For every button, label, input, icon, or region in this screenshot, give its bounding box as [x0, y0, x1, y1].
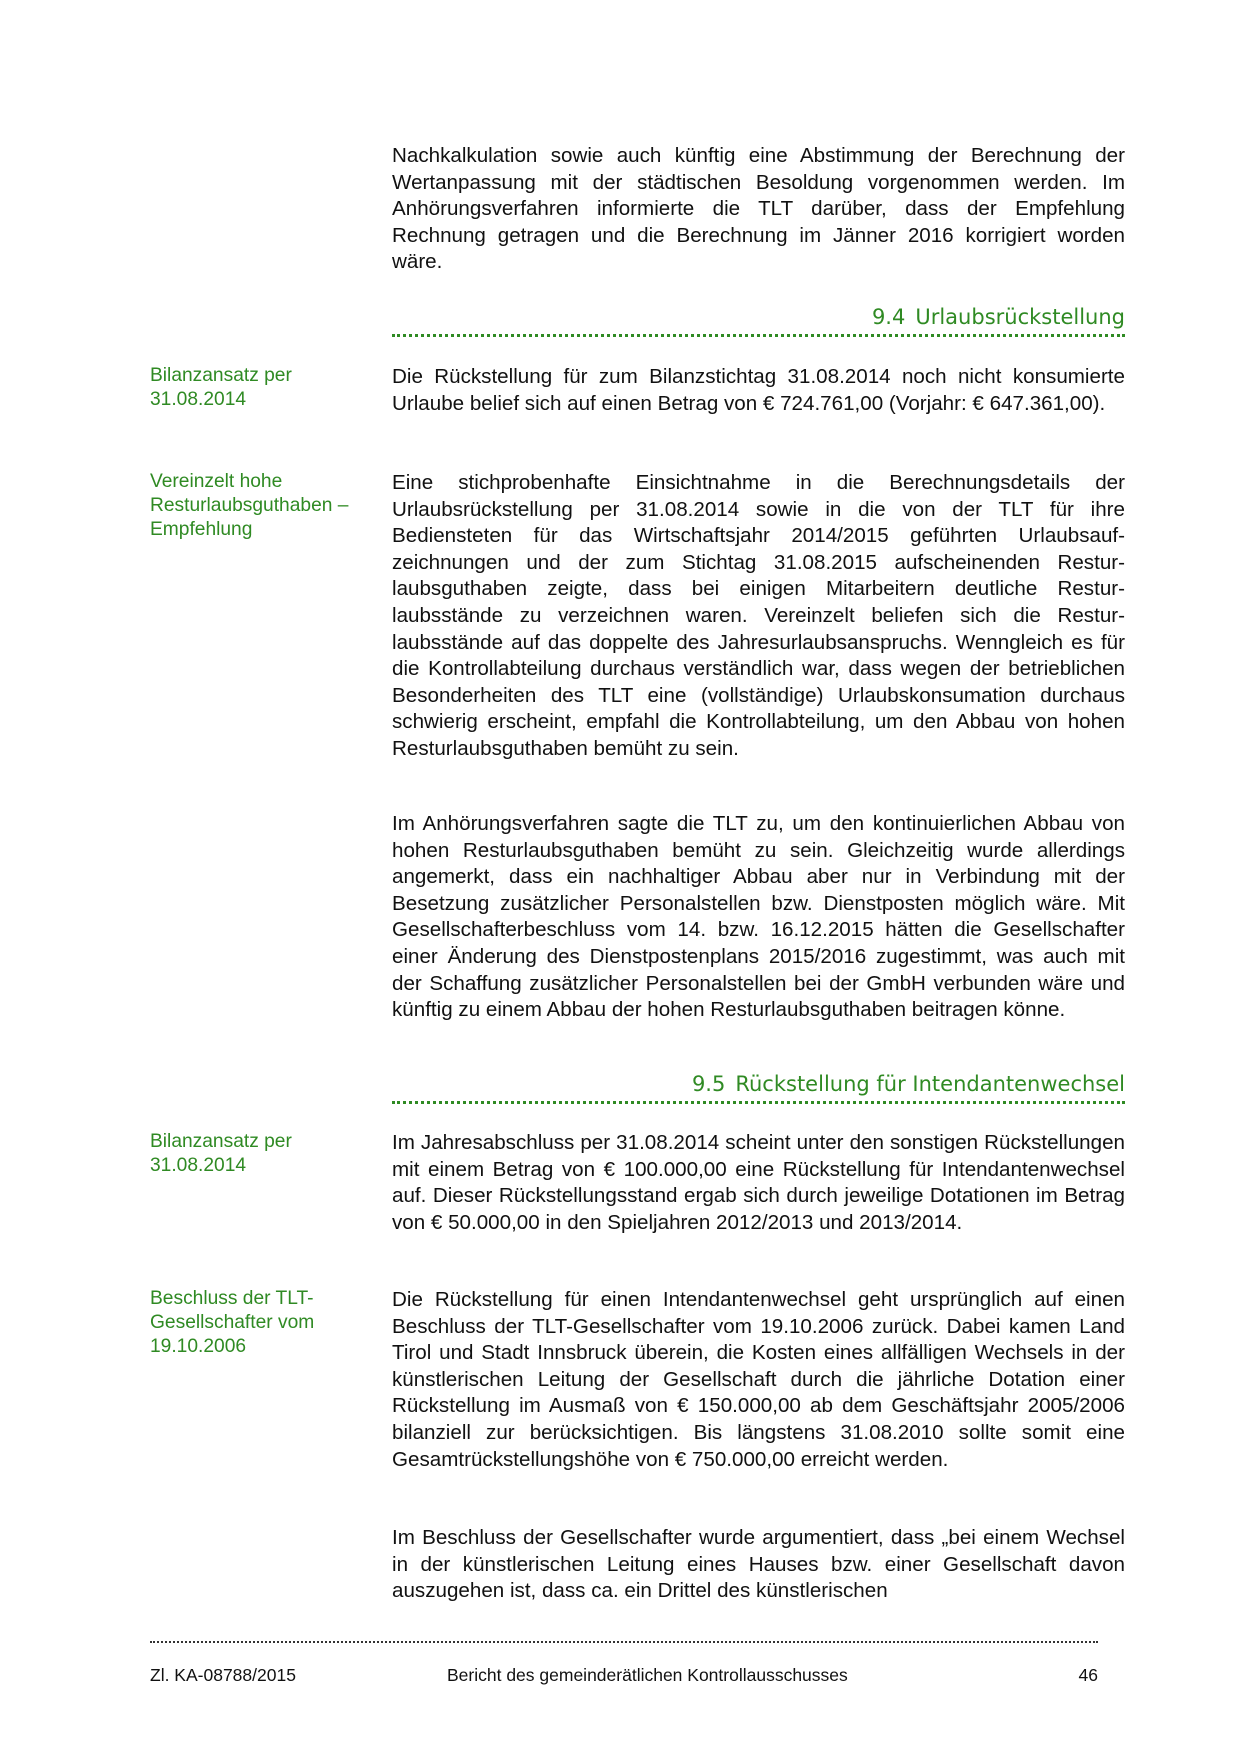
section-divider: [392, 334, 1125, 337]
footer-title: Bericht des gemeinderätlichen Kontrollausschusses: [447, 1665, 848, 1685]
section-number: 9.4: [871, 305, 906, 329]
section-heading-9-5: [392, 1070, 1125, 1098]
section-divider: [392, 1101, 1125, 1104]
sidenote-resturlaub-empfehlung: Vereinzelt hohe Resturlaubsguthaben – Empfehlung: [150, 471, 349, 540]
sidenote-bilanzansatz: Bilanzansatz per 31.08.2014: [150, 365, 292, 410]
body-paragraph: Im Anhörungsverfahren sagte die TLT zu, um den kontinuierlichen Abbau von hohen Resturlaubsguthaben bemüht zu sein. Gleichzeitig wurde allerdings angemerkt, dass ein nachhaltiger Abbau aber nur in Verbindung mit der Besetzung zusätzlicher Personalstellen bzw. Dienstposten möglich wäre. Mit Gesellschafterbeschluss vom 14. bzw. 16.12.2015 hätten die Gesellschafter einer Änderung des Dienstpostenplans 2015/2016 zugestimmt, was auch mit der Schaffung zusätzlicher Personalstellen bei der GmbH verbunden wäre und künftig zu einem Abbau der hohen Resturlaubsguthaben beitragen könne.: [392, 812, 1125, 1022]
footer-divider: [150, 1641, 1098, 1643]
body-paragraph: Nachkalkulation sowie auch künftig eine Abstimmung der Berechnung der Wertanpassung mit der städtischen Besoldung vorgenommen werden. Im Anhörungsverfahren informierte die TLT darüber, dass der Empfehlung Rechnung getragen und die Berechnung im Jänner 2016 korrigiert worden wäre.: [392, 144, 1125, 274]
section-title: Rückstellung für Intendantenwechsel: [735, 1072, 1125, 1096]
sidenote-bilanzansatz: Bilanzansatz per 31.08.2014: [150, 1131, 292, 1176]
page-number: 46: [1078, 1665, 1098, 1685]
body-paragraph: Eine stichprobenhafte Einsichtnahme in die Berechnungsdetails der Urlaubsrückstellung per 31.08.2014 sowie in die von der TLT für ihre Bediensteten für das Wirtschaftsjahr 2014/2015 geführten Urlaubsaufzeichnungen und der zum Stichtag 31.08.2015 aufscheinenden Resturlaubsguthaben zeigte, dass bei einigen Mitarbeitern deutliche Resturlaubsstände zu verzeichnen waren. Vereinzelt beliefen sich die Resturlaubsstände auf das doppelte des Jahresurlaubsanspruchs. Wenngleich es für die Kontrollabteilung durchaus verständlich war, dass wegen der betrieblichen Besonderheiten des TLT eine (vollständige) Urlaubskonsumation durchaus schwierig erscheint, empfahl die Kontrollabteilung, um den Abbau von hohen Resturlaubsguthaben bemüht zu sein.: [392, 471, 1125, 760]
body-paragraph: Die Rückstellung für zum Bilanzstichtag 31.08.2014 noch nicht konsumierte Urlaube belief sich auf einen Betrag von € 724.761,00 (Vorjahr: € 647.361,00).: [392, 365, 1125, 415]
footer-reference: Zl. KA-08788/2015: [150, 1665, 296, 1685]
body-paragraph: Im Beschluss der Gesellschafter wurde argumentiert, dass „bei einem Wechsel in der künstlerischen Leitung eines Hauses bzw. einer Gesellschaft davon auszugehen ist, dass ca. ein Drittel des künstlerischen: [392, 1526, 1125, 1603]
body-paragraph: Im Jahresabschluss per 31.08.2014 scheint unter den sonstigen Rückstellungen mit einem Betrag von € 100.000,00 eine Rückstellung für Intendantenwechsel auf. Dieser Rückstellungsstand ergab sich durch jeweilige Dotationen im Betrag von € 50.000,00 in den Spieljahren 2012/2013 und 2013/2014.: [392, 1131, 1125, 1234]
body-paragraph: Die Rückstellung für einen Intendantenwechsel geht ursprünglich auf einen Beschluss der TLT-Gesellschafter vom 19.10.2006 zurück. Dabei kamen Land Tirol und Stadt Innsbruck überein, die Kosten eines allfälligen Wechsels in der künstlerischen Leitung der Gesellschaft durch die jährliche Dotation einer Rückstellung im Ausmaß von € 150.000,00 ab dem Geschäftsjahr 2005/2006 bilanziell zur berücksichtigen. Bis längstens 31.08.2010 sollte somit eine Gesamtrückstellungshöhe von € 750.000,00 erreicht werden.: [392, 1288, 1125, 1471]
section-heading-9-4: [392, 303, 1125, 331]
section-title: Urlaubsrückstellung: [915, 305, 1125, 329]
section-number: 9.5: [691, 1072, 726, 1096]
sidenote-beschluss: Beschluss der TLT-Gesellschafter vom 19.10.2006: [150, 1288, 315, 1357]
